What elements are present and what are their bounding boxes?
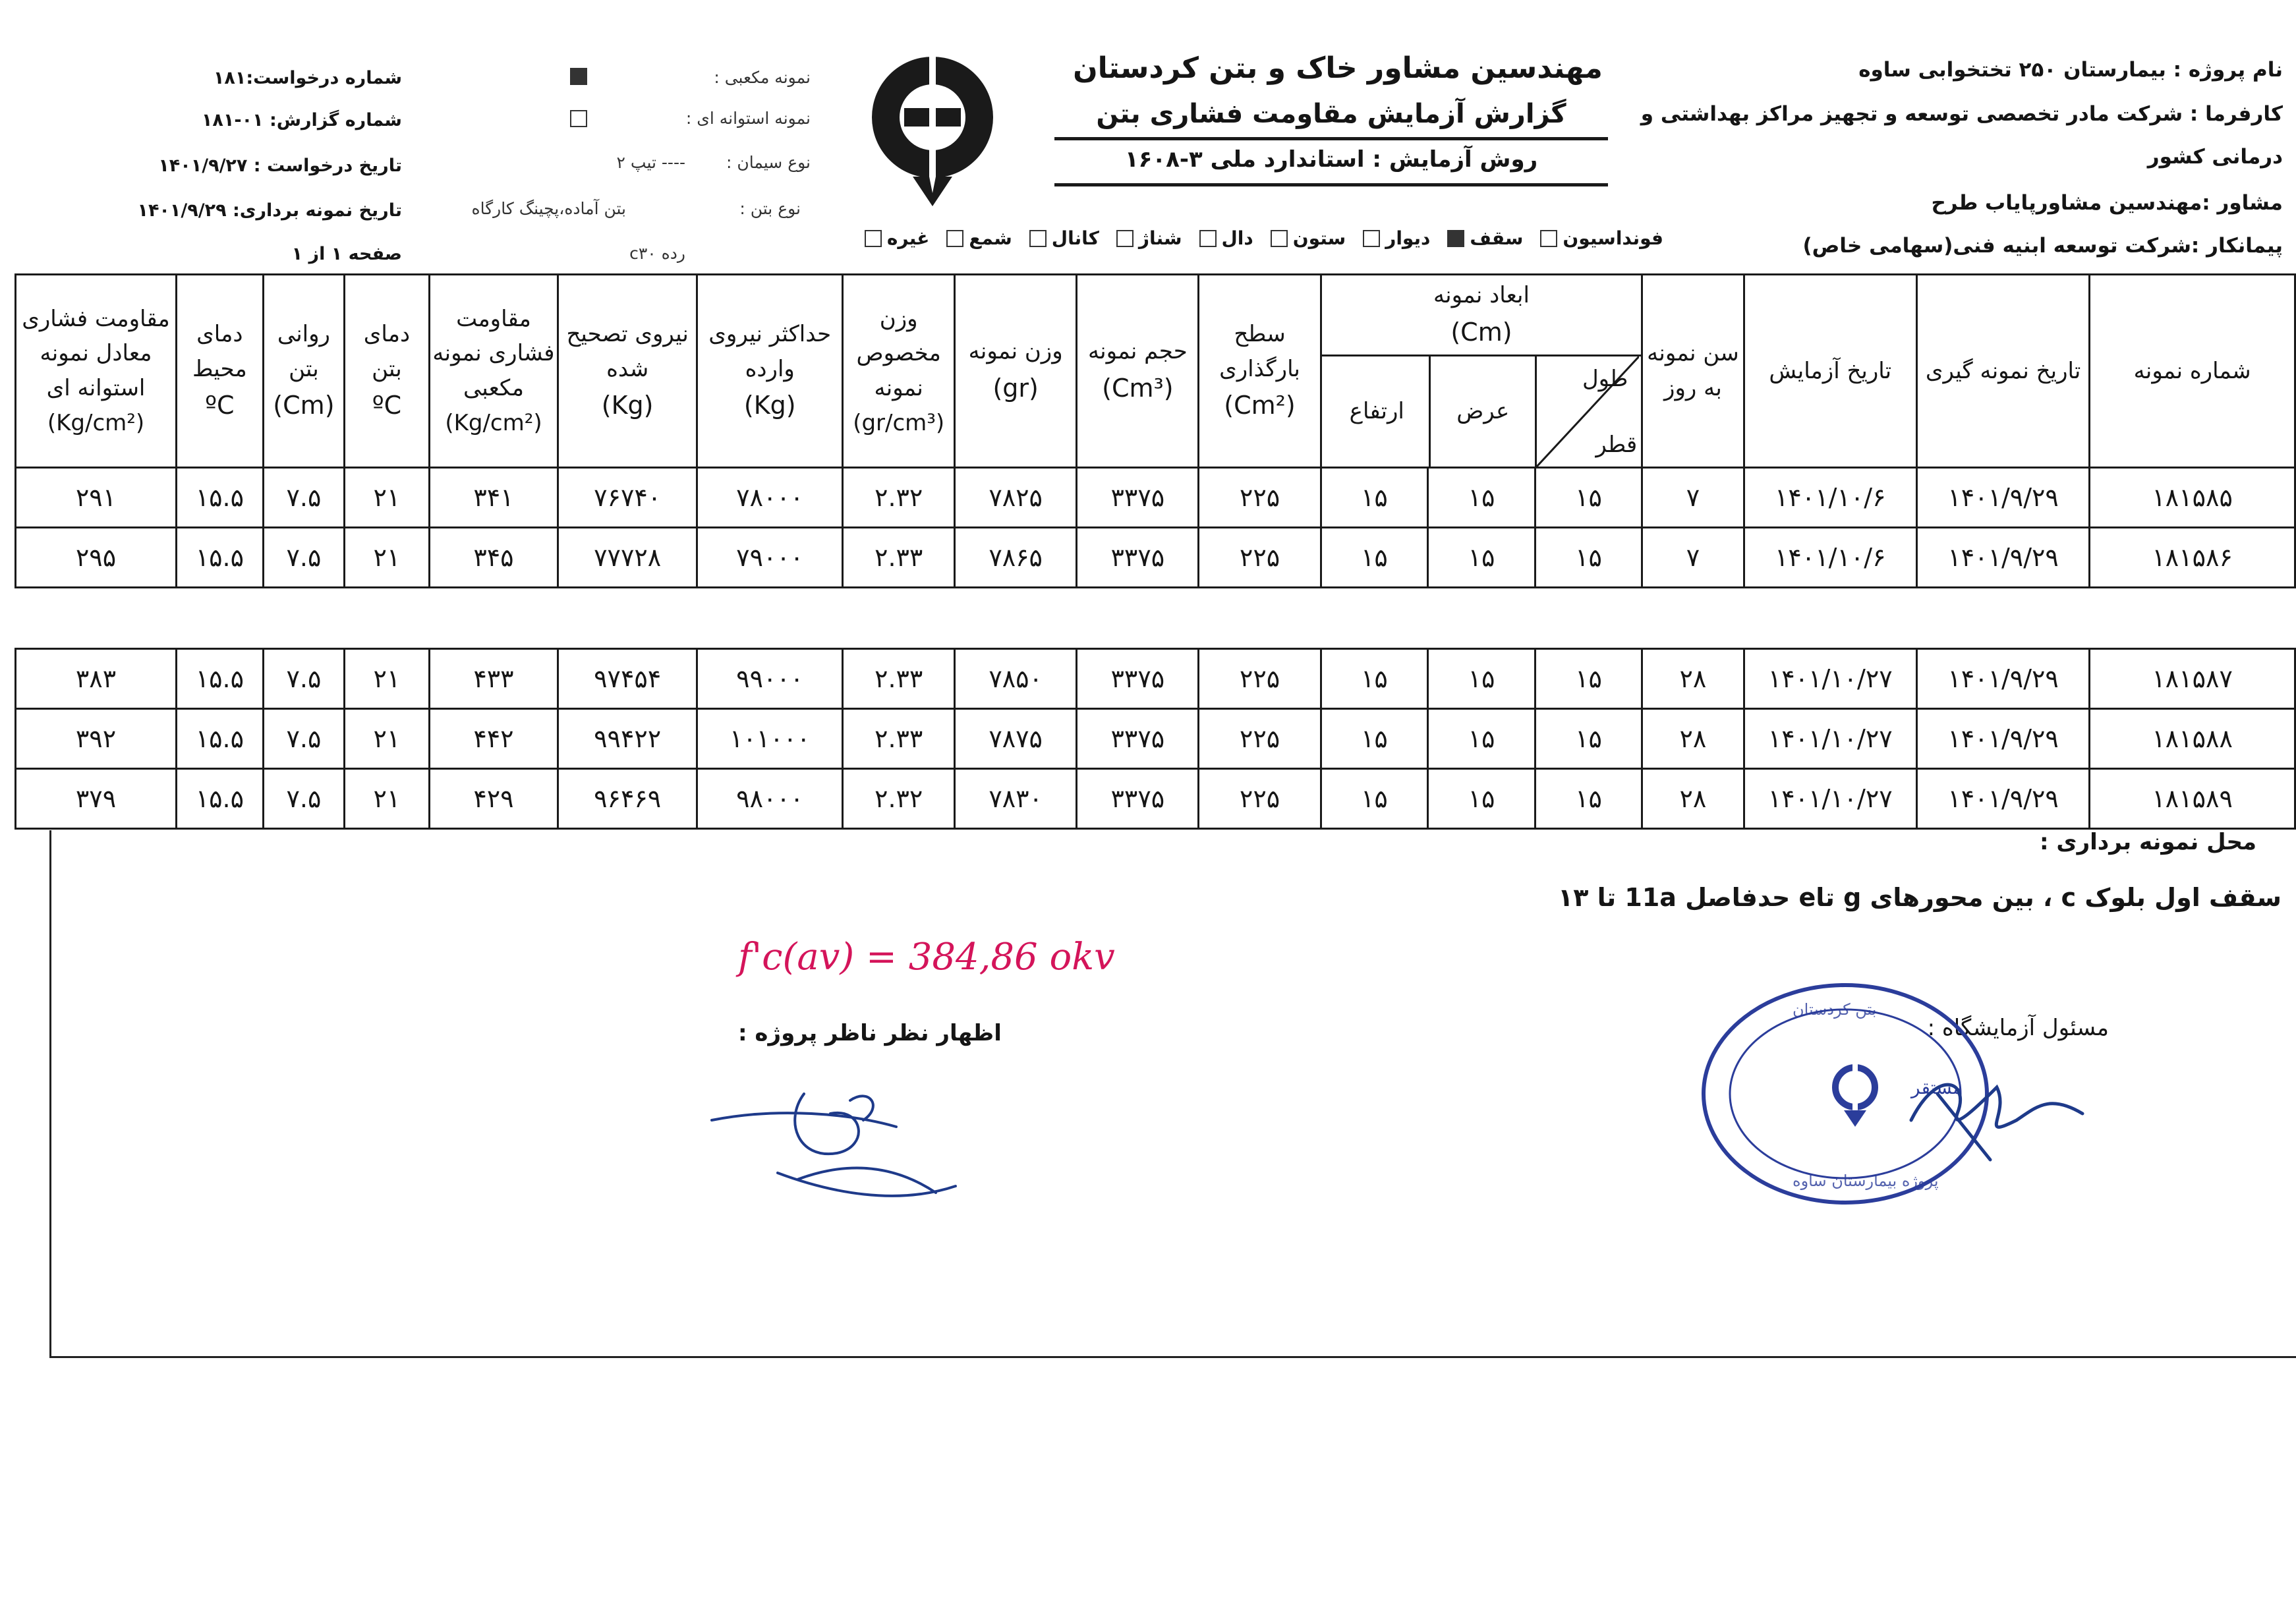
frame-left-border [49, 830, 51, 1357]
cell-concrete-temp: ۲۱ [345, 649, 430, 709]
cell-area: ۲۲۵ [1199, 468, 1321, 528]
header-concrete-temp: دمای بتن ºC [345, 275, 430, 468]
cell-height: ۱۵ [1321, 649, 1428, 709]
cell-age: ۲۸ [1642, 649, 1744, 709]
method-underline [1054, 183, 1608, 186]
cell-width: ۱۵ [1428, 528, 1535, 588]
company-logo [863, 51, 1002, 210]
cell-slump: ۷.۵ [263, 528, 344, 588]
category-column[interactable] [1271, 227, 1346, 249]
table-header-row [16, 275, 2295, 468]
cell-volume: ۳۳۷۵ [1077, 769, 1199, 829]
cell-slump: ۷.۵ [263, 709, 344, 769]
cell-slump: ۷.۵ [263, 468, 344, 528]
category-slab-roof[interactable] [1447, 227, 1523, 249]
cell-sample-no: ۱۸۱۵۸۹ [2090, 769, 2295, 829]
concrete-type-value: بتن آماده،پچینگ کارگاه [471, 199, 626, 218]
cell-length: ۱۵ [1535, 468, 1642, 528]
cell-length: ۱۵ [1535, 769, 1642, 829]
cell-width: ۱۵ [1428, 649, 1535, 709]
cell-cyl-strength: ۲۹۱ [16, 468, 177, 528]
cell-cyl-strength: ۳۷۹ [16, 769, 177, 829]
checkbox[interactable] [1540, 230, 1557, 247]
lab-manager-label: مسئول آزمایشگاه : [1927, 1015, 2109, 1041]
header-width: عرض [1429, 356, 1535, 467]
cell-concrete-temp: ۲۱ [345, 769, 430, 829]
cell-corrected-force: ۷۷۷۲۸ [558, 528, 697, 588]
diameter-label: قطر [1595, 432, 1638, 459]
cell-weight: ۷۸۲۵ [955, 468, 1077, 528]
table-row [16, 649, 2295, 709]
header-length-diameter [1535, 356, 1641, 467]
cell-weight: ۷۸۳۰ [955, 769, 1077, 829]
sampling-location: سقف اول بلوک c ، بین محورهای g تاe حدفاصل 11a تا ۱۳ [1558, 883, 2282, 912]
cell-area: ۲۲۵ [1199, 709, 1321, 769]
employer-line-2: درمانی کشور [2147, 145, 2283, 169]
cell-test-date: ۱۴۰۱/۱۰/۲۷ [1744, 769, 1916, 829]
category-channel[interactable] [1029, 227, 1099, 249]
svg-text:پروژه بیمارستان ساوه: پروژه بیمارستان ساوه [1793, 1172, 1939, 1190]
cell-sampling-date: ۱۴۰۱/۹/۲۹ [1916, 769, 2089, 829]
length-label: طول [1582, 366, 1628, 392]
header-corrected-force: نیروی تصحیح شده (Kg) [558, 275, 697, 468]
concrete-type-label: نوع بتن : [739, 199, 801, 218]
cell-weight: ۷۸۶۵ [955, 528, 1077, 588]
cell-test-date: ۱۴۰۱/۱۰/۲۷ [1744, 649, 1916, 709]
cell-length: ۱۵ [1535, 649, 1642, 709]
checkbox[interactable] [1271, 230, 1288, 247]
cell-width: ۱۵ [1428, 468, 1535, 528]
cell-sample-no: ۱۸۱۵۸۷ [2090, 649, 2295, 709]
category-label: فونداسیون [1563, 227, 1663, 249]
checkbox[interactable] [865, 230, 882, 247]
supervisor-signature [699, 1081, 975, 1232]
cement-type-label: نوع سیمان : [726, 153, 811, 172]
header-density: وزن مخصوص نمونه (gr/cm³) [843, 275, 955, 468]
cell-age: ۲۸ [1642, 709, 1744, 769]
table-row [16, 769, 2295, 829]
cell-height: ۱۵ [1321, 769, 1428, 829]
table-row [16, 709, 2295, 769]
cell-corrected-force: ۹۹۴۲۲ [558, 709, 697, 769]
checkbox[interactable] [1029, 230, 1047, 247]
cell-concrete-temp: ۲۱ [345, 709, 430, 769]
cell-sample-no: ۱۸۱۵۸۶ [2090, 528, 2295, 588]
cell-age: ۷ [1642, 528, 1744, 588]
cell-sampling-date: ۱۴۰۱/۹/۲۹ [1916, 709, 2089, 769]
cell-ambient-temp: ۱۵.۵ [177, 769, 264, 829]
cell-density: ۲.۳۲ [843, 769, 955, 829]
category-label: سقف [1470, 227, 1524, 249]
consultant: مشاور :مهندسین مشاورپایاب طرح [1931, 191, 2283, 215]
cell-test-date: ۱۴۰۱/۱۰/۲۷ [1744, 709, 1916, 769]
cell-height: ۱۵ [1321, 709, 1428, 769]
cell-cyl-strength: ۳۹۲ [16, 709, 177, 769]
cell-weight: ۷۸۷۵ [955, 709, 1077, 769]
category-label: کانال [1051, 227, 1099, 249]
cell-age: ۷ [1642, 468, 1744, 528]
cell-cube-strength: ۴۲۹ [429, 769, 558, 829]
cell-density: ۲.۳۳ [843, 649, 955, 709]
cell-max-force: ۹۸۰۰۰ [697, 769, 843, 829]
handwritten-average-strength: f'c(av) = 384,86 okv [738, 936, 1115, 979]
cement-type-value: ---- تیپ ۲ [616, 153, 685, 172]
cell-corrected-force: ۹۶۴۶۹ [558, 769, 697, 829]
header-sample-no: شماره نمونه [2090, 275, 2295, 468]
cell-ambient-temp: ۱۵.۵ [177, 649, 264, 709]
svg-text:بتن کردستان: بتن کردستان [1793, 1000, 1877, 1019]
cell-corrected-force: ۹۷۴۵۴ [558, 649, 697, 709]
cell-test-date: ۱۴۰۱/۱۰/۶ [1744, 528, 1916, 588]
checkbox[interactable] [1199, 230, 1217, 247]
cell-cyl-strength: ۳۸۳ [16, 649, 177, 709]
cell-ambient-temp: ۱۵.۵ [177, 528, 264, 588]
concrete-grade: رده c۳۰ [629, 244, 685, 263]
cell-width: ۱۵ [1428, 769, 1535, 829]
table-spacer-row [16, 588, 2295, 649]
cell-length: ۱۵ [1535, 709, 1642, 769]
cell-slump: ۷.۵ [263, 649, 344, 709]
cylinder-sample-checkbox[interactable] [570, 110, 587, 127]
request-date: تاریخ درخواست : ۱۴۰۱/۹/۲۷ [158, 156, 402, 176]
cell-height: ۱۵ [1321, 468, 1428, 528]
cell-sampling-date: ۱۴۰۱/۹/۲۹ [1916, 649, 2089, 709]
category-foundation[interactable] [1540, 227, 1663, 249]
structure-category-list [865, 227, 1663, 249]
cell-corrected-force: ۷۶۷۴۰ [558, 468, 697, 528]
cell-cube-strength: ۳۴۱ [429, 468, 558, 528]
lab-manager-signature [1898, 1041, 2096, 1173]
cell-max-force: ۷۹۰۰۰ [697, 528, 843, 588]
header-age: سن نمونه به روز [1642, 275, 1744, 468]
header-sampling-date: تاریخ نمونه گیری [1916, 275, 2089, 468]
header-volume: حجم نمونه (Cm³) [1077, 275, 1199, 468]
cell-sampling-date: ۱۴۰۱/۹/۲۹ [1916, 528, 2089, 588]
rows-28-day [16, 649, 2295, 829]
cell-density: ۲.۳۳ [843, 528, 955, 588]
category-label: شناژ [1138, 227, 1182, 249]
cylinder-sample-label: نمونه استوانه ای : [685, 109, 811, 128]
title-underline [1054, 137, 1608, 140]
supervisor-opinion-label: اظهار نظر ناظر پروژه : [738, 1020, 1002, 1046]
cell-volume: ۳۳۷۵ [1077, 528, 1199, 588]
header-slump: روانی بتن (Cm) [263, 275, 344, 468]
table-row [16, 468, 2295, 528]
stamp-text: مستقر [1911, 1077, 1963, 1098]
cell-area: ۲۲۵ [1199, 528, 1321, 588]
header-height: ارتفاع [1349, 398, 1404, 425]
cell-width: ۱۵ [1428, 709, 1535, 769]
project-name: نام پروژه : بیمارستان ۲۵۰ تختخوابی ساوه [1858, 58, 2283, 82]
rows-7-day [16, 468, 2295, 588]
cell-density: ۲.۳۳ [843, 709, 955, 769]
header-weight: وزن نمونه (gr) [955, 275, 1077, 468]
cell-ambient-temp: ۱۵.۵ [177, 468, 264, 528]
cell-ambient-temp: ۱۵.۵ [177, 709, 264, 769]
cell-max-force: ۹۹۰۰۰ [697, 649, 843, 709]
dims-unit: (Cm) [1450, 317, 1512, 347]
cell-sample-no: ۱۸۱۵۸۵ [2090, 468, 2295, 528]
cell-volume: ۳۳۷۵ [1077, 468, 1199, 528]
cell-max-force: ۷۸۰۰۰ [697, 468, 843, 528]
header-cyl-strength: مقاومت فشاری معادل نمونه استوانه ای (Kg/cm²) [16, 275, 177, 468]
cell-test-date: ۱۴۰۱/۱۰/۶ [1744, 468, 1916, 528]
contractor: پیمانکار :شرکت توسعه ابنیه فنی(سهامی خاص) [1802, 234, 2283, 258]
header-test-date: تاریخ آزمایش [1744, 275, 1916, 468]
cell-cube-strength: ۴۳۳ [429, 649, 558, 709]
cell-sampling-date: ۱۴۰۱/۹/۲۹ [1916, 468, 2089, 528]
header-ambient-temp: دمای محیط ºC [177, 275, 264, 468]
request-number: شماره درخواست:۱۸۱ [213, 68, 402, 88]
header-max-force: حداکثر نیروی وارده (Kg) [697, 275, 843, 468]
company-title: مهندسین مشاور خاک و بتن کردستان [1073, 51, 1603, 85]
category-pile[interactable] [946, 227, 1012, 249]
category-label: ستون [1292, 227, 1346, 249]
cell-weight: ۷۸۵۰ [955, 649, 1077, 709]
cell-max-force: ۱۰۱۰۰۰ [697, 709, 843, 769]
cell-slump: ۷.۵ [263, 769, 344, 829]
category-tie-beam[interactable] [1116, 227, 1182, 249]
cell-height: ۱۵ [1321, 528, 1428, 588]
checkbox-checked[interactable] [1447, 230, 1464, 247]
sampling-date: تاریخ نمونه برداری: ۱۴۰۱/۹/۲۹ [137, 200, 402, 221]
cell-concrete-temp: ۲۱ [345, 468, 430, 528]
category-slab[interactable] [1199, 227, 1253, 249]
results-table [14, 273, 2296, 830]
report-title: گزارش آزمایش مقاومت فشاری بتن [1096, 99, 1566, 129]
cell-volume: ۳۳۷۵ [1077, 709, 1199, 769]
test-method: روش آزمایش : استاندارد ملی ۳-۱۶۰۸ [1124, 146, 1538, 173]
page-info: صفحه ۱ از ۱ [291, 244, 402, 264]
employer-line-1: کارفرما : شرکت مادر تخصصی توسعه و تجهیز مراکز بهداشتی و [1640, 102, 2283, 126]
category-label: غیره [886, 227, 930, 249]
cube-sample-label: نمونه مکعبی : [714, 68, 811, 87]
checkbox[interactable] [1363, 230, 1380, 247]
checkbox[interactable] [946, 230, 963, 247]
cell-area: ۲۲۵ [1199, 769, 1321, 829]
category-other[interactable] [865, 227, 930, 249]
cell-age: ۲۸ [1642, 769, 1744, 829]
dims-title: ابعاد نمونه [1433, 282, 1530, 309]
category-label: دیوار [1385, 227, 1431, 249]
cell-cube-strength: ۴۴۲ [429, 709, 558, 769]
cell-cube-strength: ۳۴۵ [429, 528, 558, 588]
table-row [16, 528, 2295, 588]
checkbox[interactable] [1116, 230, 1134, 247]
report-number: شماره گزارش: ۰۱-۱۸۱ [201, 110, 402, 130]
cell-sample-no: ۱۸۱۵۸۸ [2090, 709, 2295, 769]
category-label: شمع [969, 227, 1012, 249]
cell-concrete-temp: ۲۱ [345, 528, 430, 588]
header-dimensions [1321, 275, 1642, 468]
cell-area: ۲۲۵ [1199, 649, 1321, 709]
cube-sample-checkbox[interactable] [570, 68, 587, 85]
category-label: دال [1221, 227, 1253, 249]
sampling-location-label: محل نمونه برداری : [2039, 829, 2256, 855]
header-cube-strength: مقاومت فشاری نمونه مکعبی (Kg/cm²) [429, 275, 558, 468]
frame-bottom-border [49, 1356, 2296, 1358]
cell-length: ۱۵ [1535, 528, 1642, 588]
cell-volume: ۳۳۷۵ [1077, 649, 1199, 709]
category-wall[interactable] [1363, 227, 1430, 249]
cell-cyl-strength: ۲۹۵ [16, 528, 177, 588]
header-area: سطح بارگذاری (Cm²) [1199, 275, 1321, 468]
cell-density: ۲.۳۲ [843, 468, 955, 528]
